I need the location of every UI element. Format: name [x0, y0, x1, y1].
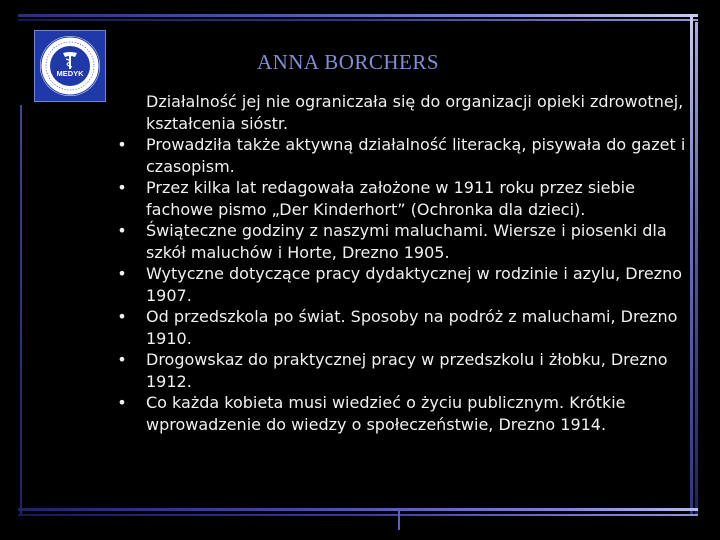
list-item — [112, 177, 692, 220]
list-item-text: Wytyczne dotyczące pracy dydaktycznej w rodzinie i azylu, Drezno 1907. — [146, 264, 683, 305]
bullet-icon: • — [117, 221, 127, 240]
bottom-tick-mark — [398, 508, 400, 530]
list-item-text: Świąteczne godziny z naszymi maluchami. Wiersze i piosenki dla szkół maluchów i Horte, Drezno 1905. — [146, 221, 667, 262]
list-item — [112, 91, 692, 134]
list-item-text: Przez kilka lat redagowała założone w 1911 roku przez siebie fachowe pismo „Der Kinderhort” (Ochronka dla dzieci). — [146, 178, 635, 219]
bottom-decorative-line-secondary — [18, 514, 698, 516]
right-decorative-line-secondary — [695, 22, 698, 514]
list-item-text: Prowadziła także aktywną działalność literacką, pisywała do gazet i czasopism. — [146, 135, 686, 176]
list-item-text: Od przedszkola po świat. Sposoby na podróż z maluchami, Drezno 1910. — [146, 307, 678, 348]
list-item-text: Co każda kobieta musi wiedzieć o życiu publicznym. Krótkie wprowadzenie do wiedzy o społeczeństwie, Drezno 1914. — [146, 393, 626, 434]
list-item-text: Drogowskaz do praktycznej pracy w przedszkolu i żłobku, Drezno 1912. — [146, 350, 668, 391]
bullet-icon: • — [117, 350, 127, 369]
logo-emblem-icon — [35, 31, 105, 101]
list-item-text: Działalność jej nie ograniczała się do organizacji opieki zdrowotnej, kształcenia sióstr. — [146, 92, 684, 133]
bullet-icon: • — [117, 307, 127, 326]
bullet-icon: • — [117, 135, 127, 154]
list-item — [112, 220, 692, 263]
list-item — [112, 134, 692, 177]
list-item — [112, 392, 692, 435]
left-decorative-line — [20, 105, 22, 515]
bullet-icon: • — [117, 264, 127, 283]
slide-title: ANNA BORCHERS — [256, 50, 440, 74]
list-item — [112, 263, 692, 306]
bottom-decorative-line — [18, 508, 698, 511]
logo-text: MEDYK — [56, 69, 84, 78]
medical-school-logo-icon — [34, 30, 106, 102]
bullet-icon: • — [117, 393, 127, 412]
list-item — [112, 306, 692, 349]
bullet-icon: • — [117, 178, 127, 197]
top-decorative-line-secondary — [18, 19, 698, 21]
bullet-list — [112, 91, 692, 435]
list-item — [112, 349, 692, 392]
top-decorative-line — [18, 14, 698, 17]
